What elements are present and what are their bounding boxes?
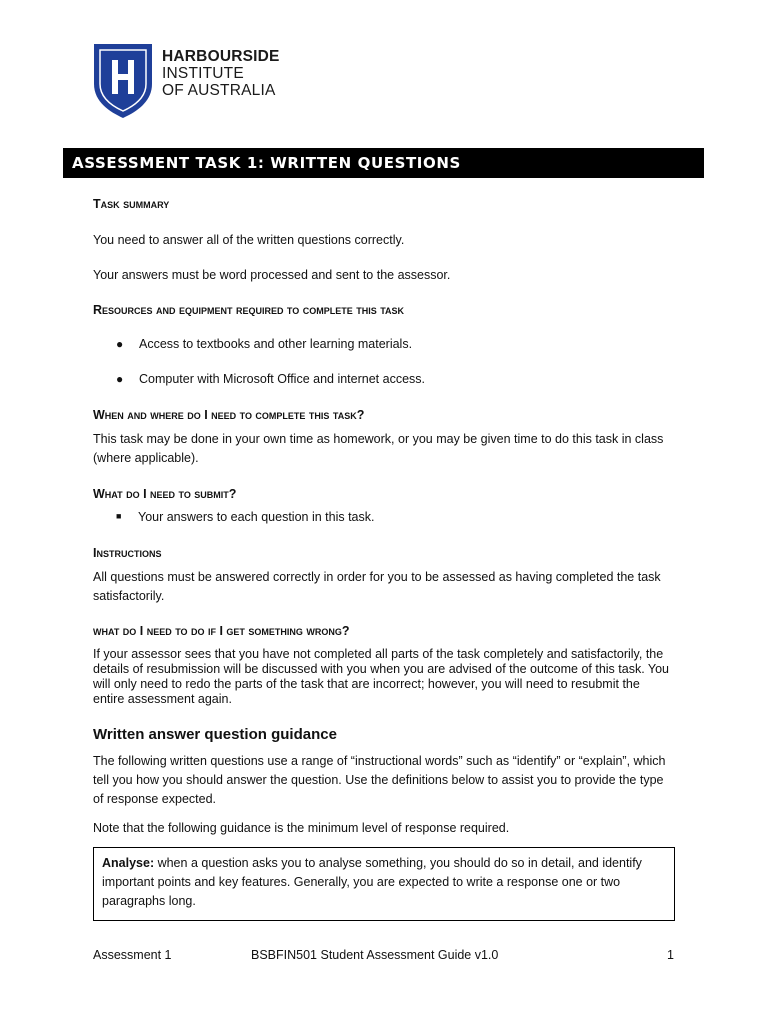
analyse-definition-box: [93, 847, 675, 921]
logo-line-1: HARBOURSIDE: [162, 48, 280, 65]
page-number: 1: [667, 948, 674, 962]
section-banner: ASSESSMENT TASK 1: WRITTEN QUESTIONS: [63, 148, 704, 178]
wrong-text: If your assessor sees that you have not completed all parts of the task completely and satisfactorily, the details of resubmission will be discussed with you when you are advised of the outcome of this task. You will only need to redo the parts of the task that are incorrect; however, you will need to resubmit the entire assessment again.: [93, 647, 670, 706]
submit-heading: What do I need to submit?: [93, 487, 237, 501]
guidance-heading: Written answer question guidance: [93, 726, 337, 743]
square-bullet-icon: ■: [116, 511, 122, 521]
analyse-term: Analyse:: [102, 856, 155, 870]
resources-item-1: Access to textbooks and other learning materials.: [139, 337, 413, 351]
logo-wordmark: [162, 48, 280, 99]
bullet-icon: ●: [116, 337, 124, 351]
analyse-definition: when a question asks you to analyse something, you should do so in detail, and identify important points and key features. Generally, you are expected to write a response one or two paragraphs long.: [102, 856, 642, 908]
task-summary-heading: Task summary: [93, 197, 170, 211]
footer-left: Assessment 1: [93, 948, 172, 962]
when-where-heading: When and where do I need to complete this task?: [93, 408, 365, 422]
resources-heading: Resources and equipment required to complete this task: [93, 303, 405, 317]
logo-line-3: OF AUSTRALIA: [162, 82, 276, 99]
wrong-heading: what do I need to do if I get something wrong?: [93, 624, 350, 638]
instructions-text: All questions must be answered correctly in order for you to be assessed as having completed the task satisfactorily.: [93, 570, 661, 603]
when-where-text: This task may be done in your own time as homework, or you may be given time to do this task in class (where applicable).: [93, 432, 664, 465]
institute-logo: [92, 42, 292, 122]
bullet-icon: ●: [116, 372, 124, 386]
footer-center: BSBFIN501 Student Assessment Guide v1.0: [251, 948, 499, 962]
resources-item-2: Computer with Microsoft Office and internet access.: [139, 372, 425, 386]
guidance-p1: The following written questions use a range of “instructional words” such as “identify” or “explain”, which tell you how you should answer the question. Use the definitions below to assist you to provide the type of response expected.: [93, 754, 666, 806]
logo-line-2: INSTITUTE: [162, 65, 244, 82]
shield-logo-icon: [92, 42, 154, 120]
guidance-p2: Note that the following guidance is the minimum level of response required.: [93, 821, 510, 835]
submit-item-1: Your answers to each question in this task.: [138, 510, 375, 524]
instructions-heading: Instructions: [93, 546, 162, 560]
task-summary-p2: Your answers must be word processed and sent to the assessor.: [93, 268, 451, 282]
task-summary-p1: You need to answer all of the written questions correctly.: [93, 233, 405, 247]
